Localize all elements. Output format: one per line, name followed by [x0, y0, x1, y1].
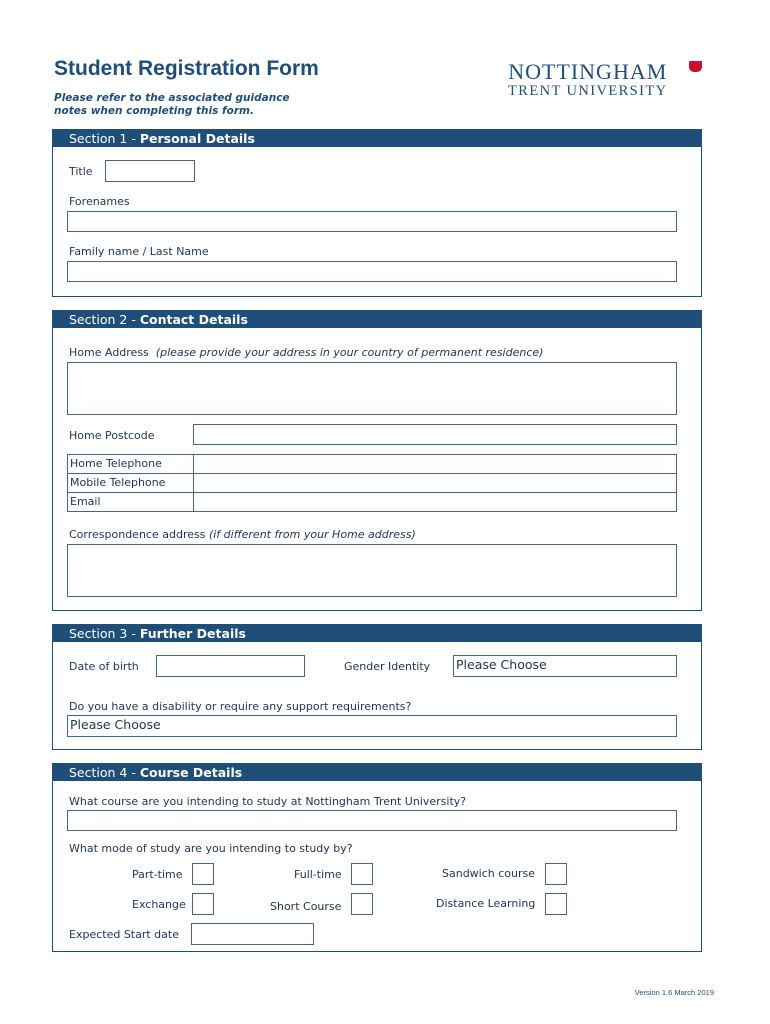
- start-date-label: Expected Start date: [69, 928, 179, 941]
- dob-label: Date of birth: [69, 660, 139, 673]
- page-title: Student Registration Form: [54, 57, 319, 80]
- home-address-label: [69, 346, 543, 359]
- course-input[interactable]: [67, 810, 677, 831]
- email-input[interactable]: [194, 493, 676, 511]
- distance-learning-checkbox[interactable]: [545, 893, 567, 915]
- family-name-label: Family name / Last Name: [69, 245, 209, 258]
- section-name: Further Details: [139, 626, 246, 641]
- disability-label: Do you have a disability or require any support requirements?: [69, 700, 412, 713]
- gender-label: Gender Identity: [344, 660, 431, 673]
- home-telephone-label: Home Telephone: [68, 455, 194, 473]
- exchange-label: Exchange: [132, 898, 186, 911]
- section-prefix: Section 2 -: [69, 312, 140, 327]
- guidance-note-line2: notes when completing this form.: [54, 105, 254, 117]
- mobile-telephone-label: Mobile Telephone: [68, 474, 194, 492]
- home-address-input[interactable]: [67, 362, 677, 415]
- section-course-details: [52, 763, 702, 952]
- section-contact-details: [52, 310, 702, 611]
- disability-select[interactable]: Please Choose: [67, 715, 677, 737]
- forenames-input[interactable]: [67, 211, 677, 232]
- correspondence-label: [69, 528, 416, 541]
- title-label: Title: [69, 165, 93, 178]
- mobile-telephone-row: [67, 473, 677, 493]
- section-name: Course Details: [139, 765, 243, 780]
- part-time-label: Part-time: [132, 868, 183, 881]
- correspondence-address-input[interactable]: [67, 544, 677, 597]
- section-prefix: Section 1 -: [69, 131, 140, 146]
- correspondence-hint: (if different from your Home address): [208, 528, 416, 541]
- logo-line2: TRENT UNIVERSITY: [508, 83, 668, 99]
- home-address-label-text: Home Address: [69, 346, 149, 359]
- section-personal-details: [52, 129, 702, 297]
- correspondence-label-text: Correspondence address: [69, 528, 206, 541]
- full-time-checkbox[interactable]: [351, 863, 373, 885]
- email-row: [67, 492, 677, 512]
- university-logo: [508, 61, 667, 100]
- logo-line1: NOTTINGHAM: [508, 59, 668, 84]
- section-header: [53, 311, 701, 328]
- section-prefix: Section 4 -: [69, 765, 140, 780]
- section-prefix: Section 3 -: [69, 626, 140, 641]
- section-name: Personal Details: [139, 131, 255, 146]
- home-telephone-row: [67, 454, 677, 474]
- sandwich-course-checkbox[interactable]: [545, 863, 567, 885]
- guidance-note: [54, 92, 290, 118]
- section-further-details: [52, 624, 702, 750]
- dob-input[interactable]: [156, 655, 305, 677]
- full-time-label: Full-time: [294, 868, 342, 881]
- home-postcode-label: Home Postcode: [69, 429, 155, 442]
- section-header: [53, 130, 701, 147]
- gender-select[interactable]: Please Choose: [453, 655, 677, 677]
- home-telephone-input[interactable]: [194, 455, 676, 473]
- version-note: Version 1.6 March 2019: [634, 988, 714, 997]
- section-header: [53, 764, 701, 781]
- section-header: [53, 625, 701, 642]
- family-name-input[interactable]: [67, 261, 677, 282]
- distance-learning-label: Distance Learning: [436, 897, 536, 910]
- short-course-label: Short Course: [270, 900, 342, 913]
- section-name: Contact Details: [139, 312, 248, 327]
- title-input[interactable]: [105, 160, 195, 182]
- sandwich-course-label: Sandwich course: [442, 867, 536, 880]
- home-postcode-input[interactable]: [193, 424, 677, 445]
- forenames-label: Forenames: [69, 195, 130, 208]
- home-address-hint: (please provide your address in your country of permanent residence): [155, 346, 544, 359]
- mobile-telephone-input[interactable]: [194, 474, 676, 492]
- crest-icon: [689, 61, 702, 72]
- mode-of-study-label: What mode of study are you intending to study by?: [69, 842, 353, 855]
- exchange-checkbox[interactable]: [192, 893, 214, 915]
- email-label: Email: [68, 493, 194, 511]
- part-time-checkbox[interactable]: [192, 863, 214, 885]
- start-date-input[interactable]: [191, 923, 314, 945]
- guidance-note-line1: Please refer to the associated guidance: [54, 92, 290, 104]
- short-course-checkbox[interactable]: [351, 893, 373, 915]
- course-label: What course are you intending to study at Nottingham Trent University?: [69, 795, 467, 808]
